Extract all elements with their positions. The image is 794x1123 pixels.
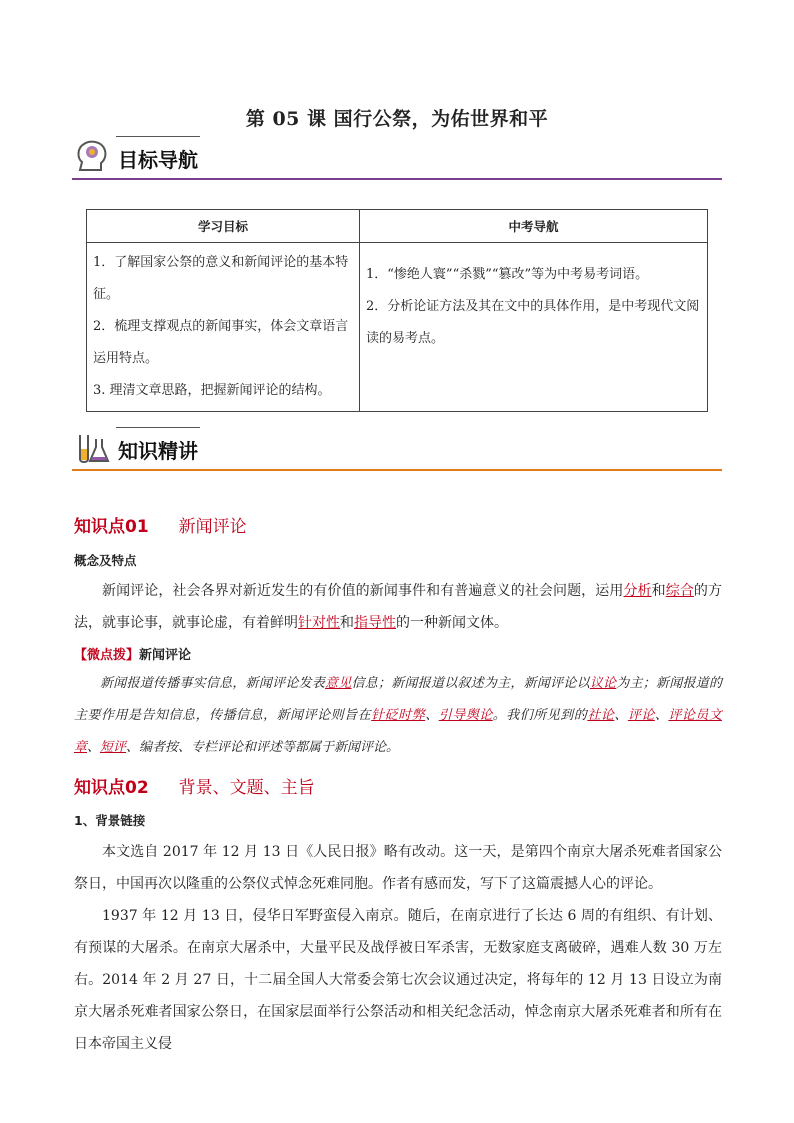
section-rule (72, 178, 722, 180)
keyword: 指导性 (354, 615, 396, 631)
table-header: 中考导航 (360, 210, 708, 243)
keyword: 议论 (589, 676, 617, 691)
subheading: 概念及特点 (74, 553, 137, 568)
kp-title: 新闻评论 (178, 517, 247, 537)
table-cell-goals (87, 243, 360, 412)
brain-head-icon (74, 138, 110, 174)
tip-heading: 【微点拨】新闻评论 (74, 648, 192, 663)
keyword: 社论 (587, 708, 615, 723)
goal-item: 2．梳理支撑观点的新闻事实，体会文章语言运用特点。 (93, 319, 349, 366)
knowledge-point-heading (74, 512, 247, 537)
keyword: 针对性 (298, 615, 340, 631)
table-cell-exam (360, 243, 708, 412)
kp-title: 背景、文题、主旨 (178, 778, 315, 798)
header-topline (116, 136, 200, 137)
goal-item: 3. 理清文章思路，把握新闻评论的结构。 (93, 383, 331, 398)
keyword: 引导舆论 (438, 708, 493, 723)
keyword: 意见 (325, 676, 352, 691)
keyword: 分析 (623, 583, 652, 599)
goals-table (86, 209, 708, 412)
keyword: 评论 (627, 708, 655, 723)
keyword: 综合 (665, 583, 694, 599)
section-label: 知识精讲 (118, 439, 198, 463)
subheading: 1、背景链接 (74, 813, 146, 828)
section-header-knowledge (72, 427, 722, 471)
paragraph: 1937 年 12 月 13 日，侵华日军野蛮侵入南京。随后，在南京进行了长达 6 周的有组织、有计划、有预谋的大屠杀。在南京大屠杀中，大量平民及战俘被日军杀害，无数家庭支离破碎，遇难人数 30 万左右。2014 年 2 月 27 日，十二届全国人大常委会第七次会议通过决定，将每年的 12 月 13 日设立为南京大屠杀死难者国家公祭日，在国家层面举行公祭活动和相关纪念活动，悼念南京大屠杀死难者和所有在日本帝国主义侵 (74, 908, 722, 1052)
keyword: 评论员文章 (74, 708, 722, 755)
header-topline (116, 427, 200, 428)
section-rule (72, 469, 722, 471)
page-title: 第 05 课 国行公祭，为佑世界和平 (245, 108, 549, 130)
paragraph: 本文选自 2017 年 12 月 13 日《人民日报》略有改动。这一天，是第四个南京大屠杀死难者国家公祭日，中国再次以隆重的公祭仪式悼念死难同胞。作者有感而发，写下了这篇震撼人心的评论。 (74, 844, 722, 892)
goal-item: 1．了解国家公祭的意义和新闻评论的基本特征。 (93, 255, 349, 302)
flask-icon (74, 429, 110, 465)
kp-number: 知识点02 (74, 778, 149, 798)
keyword: 针砭时弊 (371, 708, 426, 723)
paragraph: 新闻评论，社会各界对新近发生的有价值的新闻事件和有普遍意义的社会问题，运用分析和综合的方法，就事论事，就事论虚，有着鲜明针对性和指导性的一种新闻文体。 (74, 583, 723, 631)
exam-item: 2．分析论证方法及其在文中的具体作用，是中考现代文阅读的易考点。 (366, 299, 700, 346)
section-label: 目标导航 (118, 148, 198, 172)
tip-paragraph: 新闻报道传播事实信息，新闻评论发表意见信息；新闻报道以叙述为主，新闻评论以议论为主；新闻报道的主要作用是告知信息，传播信息，新闻评论则旨在针砭时弊、引导舆论。我们所见到的社论、评论、评论员文章、短评、编者按、专栏评论和评述等都属于新闻评论。 (74, 676, 722, 755)
kp-number: 知识点01 (74, 517, 149, 537)
knowledge-point-heading (74, 773, 315, 798)
section-header-nav (72, 136, 722, 180)
exam-item: 1．“惨绝人寰”“杀戮”“篡改”等为中考易考词语。 (366, 267, 649, 282)
keyword: 短评 (100, 740, 127, 755)
table-header: 学习目标 (87, 210, 360, 243)
